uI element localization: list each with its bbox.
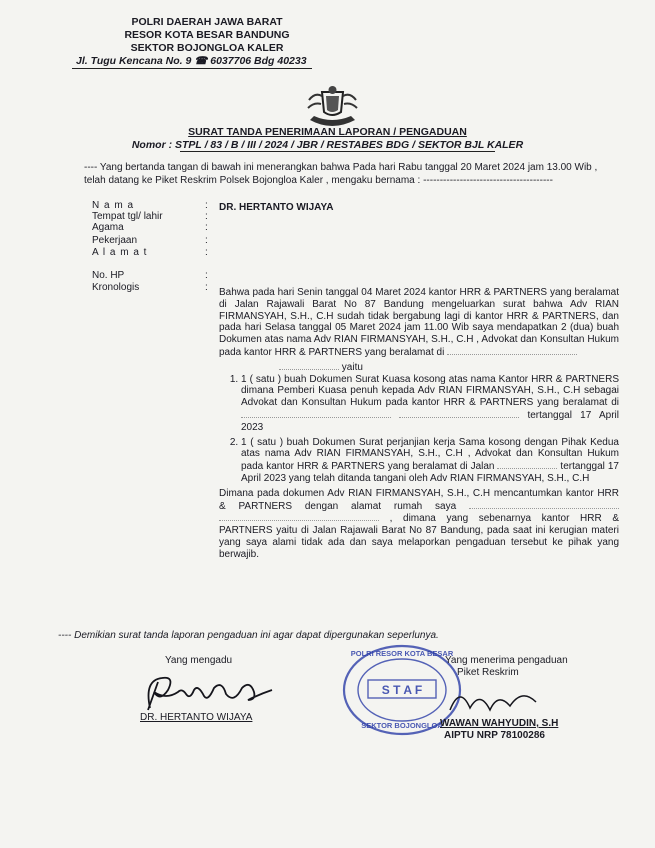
letterhead-line-3: SEKTOR BOJONGLOA KALER xyxy=(130,42,284,54)
colon: : xyxy=(205,211,208,222)
redacted-text xyxy=(497,460,557,469)
police-emblem-icon xyxy=(305,82,360,130)
redacted-text xyxy=(447,346,577,355)
colon: : xyxy=(205,222,208,233)
kronologis-yaitu: yaitu xyxy=(219,361,619,374)
redacted-text xyxy=(469,500,619,509)
label-alamat: A l a m a t xyxy=(92,247,148,258)
label-ttl: Tempat tgl/ lahir xyxy=(92,211,163,222)
colon: : xyxy=(205,247,208,258)
kronologis-text xyxy=(219,287,619,561)
letterhead-address: Jl. Tugu Kencana No. 9 ☎ 6037706 Bdg 40233 xyxy=(76,55,307,67)
receiver-name: WAWAN WAHYUDIN, S.H xyxy=(440,718,559,729)
redacted-text xyxy=(279,361,339,370)
document-number: Nomor : STPL / 83 / B / III / 2024 / JBR / RESTABES BDG / SEKTOR BJL KALER xyxy=(131,139,524,151)
signature-left-name: DR. HERTANTO WIJAYA xyxy=(140,712,253,723)
letterhead-line-1: POLRI DAERAH JAWA BARAT xyxy=(131,16,283,28)
document-title: SURAT TANDA PENERIMAAN LAPORAN / PENGADUAN xyxy=(188,126,467,138)
redacted-text xyxy=(399,409,519,418)
signature-right-name xyxy=(440,718,558,742)
receiver-unit: Piket Reskrim xyxy=(457,667,519,678)
list-item: 2. 1 ( satu ) buah Dokumen Surat perjanjian kerja Sama kosong dengan Pihak Kedua atas nama Adv RIAN FIRMANSYAH, S.H., C.H , Advokat dan Konsultan Hukum pada kantor HRR & PARTNERS yang beralamat di Jalan tertanggal 17 April 2023 yang telah ditanda tangani oleh Adv RIAN FIRMANSYAH, S.H., C.H xyxy=(241,437,619,485)
colon: : xyxy=(205,235,208,246)
label-agama: Agama xyxy=(92,222,124,233)
colon: : xyxy=(205,270,208,281)
receiver-nrp: AIPTU NRP 78100286 xyxy=(444,730,545,741)
redacted-text xyxy=(241,409,391,418)
redacted-text xyxy=(219,512,379,521)
letterhead-underline xyxy=(72,68,312,69)
label-nama: N a m a xyxy=(92,200,135,211)
letterhead xyxy=(72,16,342,68)
colon: : xyxy=(205,200,208,211)
label-hp: No. HP xyxy=(92,270,125,281)
intro-paragraph: ---- Yang bertanda tangan di bawah ini menerangkan bahwa Pada hari Rabu tanggal 20 Maret 2024 jam 13.00 Wib , telah datang ke Piket Reskrim Polsek Bojongloa Kaler , mengaku bernama : --------------------------------------- xyxy=(84,162,598,186)
receiver-signature xyxy=(440,680,550,720)
stamp-bottom-text: SEKTOR BOJONGLOA xyxy=(361,721,443,730)
closing-statement: ---- Demikian surat tanda laporan pengaduan ini agar dapat dipergunakan seperlunya. xyxy=(58,630,439,641)
kronologis-paragraph-2: Dimana pada dokumen Adv RIAN FIRMANSYAH, S.H., C.H mencantumkan kantor HRR & PARTNERS dengan alamat rumah saya , dimana yang sebenarnya kantor HRR & PARTNERS yaitu di Jalan Rajawali Barat No 87 Bandung, pada saat ini kerugian materi yang saya alami tidak ada dan saya melaporkan pengaduan tersebut ke pihak yang berwajib. xyxy=(219,487,619,560)
handwritten-signature xyxy=(130,670,290,715)
signature-left-title: Yang mengadu xyxy=(165,655,233,666)
signature-right-title xyxy=(445,655,568,679)
letterhead-line-2: RESOR KOTA BESAR BANDUNG xyxy=(124,29,290,41)
document-list xyxy=(219,374,619,485)
receiver-title: Yang menerima pengaduan xyxy=(445,655,568,666)
stamp-outer-text: POLRI RESOR KOTA BESAR xyxy=(350,649,454,658)
colon: : xyxy=(205,282,208,293)
kronologis-paragraph-1: Bahwa pada hari Senin tanggal 04 Maret 2024 kantor HRR & PARTNERS yang beralamat di Jalan Rajawali Barat No 87 Bandung mengeluarkan surat bahwa Adv RIAN FIRMANSYAH, S.H., C.H sudah tidak bergabung lagi di kantor HRR & PARTNERS, dan pada hari Selasa tanggal 05 Maret 2024 jam 11.00 Wib saya mendapatkan 2 (dua) buah Dokumen atas nama Adv RIAN FIRMANSYAH, S.H., C.H , Advokat dan Konsultan Hukum pada kantor HRR & PARTNERS yang beralamat di xyxy=(219,287,619,358)
list-item: 1. 1 ( satu ) buah Dokumen Surat Kuasa kosong atas nama Kantor HRR & PARTNERS dimana Pemberi Kuasa penuh kepada Adv RIAN FIRMANSYAH, S.H., C.H sebagai Advokat dan Konsultan Hukum pada kantor HRR & PARTNERS yang beralamat di tertanggal 17 April 2023 xyxy=(241,374,619,434)
number-underline xyxy=(180,151,495,152)
label-pekerjaan: Pekerjaan xyxy=(92,235,138,246)
label-kronologis: Kronologis xyxy=(92,282,140,293)
value-nama: DR. HERTANTO WIJAYA xyxy=(219,202,334,213)
stamp-center-text: S T A F xyxy=(381,683,423,697)
